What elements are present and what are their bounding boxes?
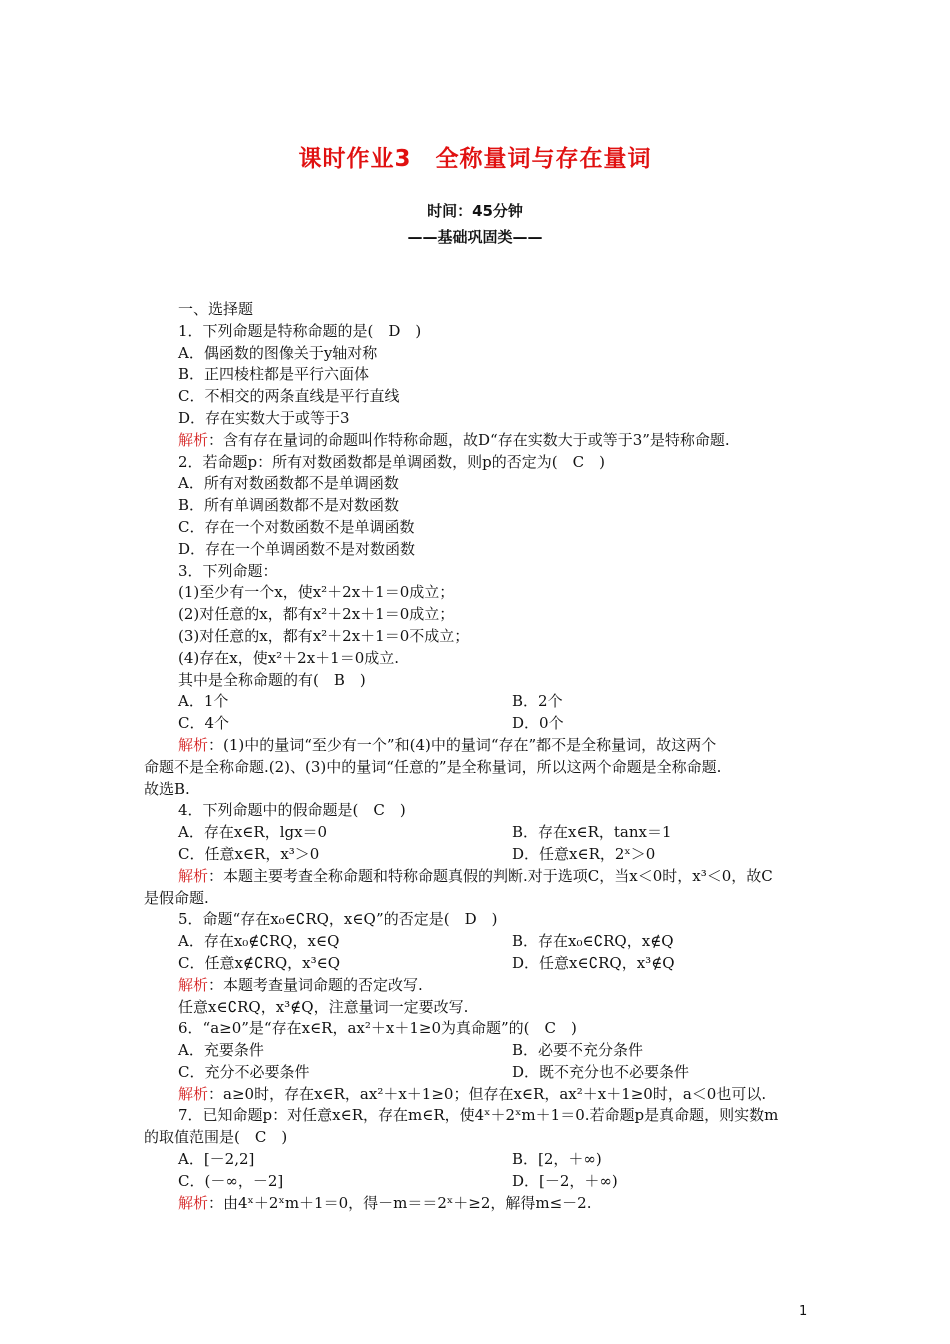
q1-option-b: B．正四棱柱都是平行六面体 xyxy=(178,365,370,384)
q5-option-b: B．存在x₀∈∁RQ，x∉Q xyxy=(512,932,674,951)
q7-solution xyxy=(144,1193,809,1215)
q4-solution xyxy=(144,866,809,888)
section-heading: ——基础巩固类—— xyxy=(407,228,543,246)
q4-options-row-1 xyxy=(144,822,809,844)
solution-text: ：本题考查量词命题的否定改写. xyxy=(208,975,423,994)
q3-option-a: A．1个 xyxy=(178,692,229,711)
q4-options-row-2 xyxy=(144,844,809,866)
q5-solution xyxy=(144,975,809,997)
question-4: 4．下列命题中的假命题是( C ) xyxy=(178,801,406,820)
time-limit: 时间：45分钟 xyxy=(427,202,523,220)
q3-options-row-1 xyxy=(144,691,809,713)
solution-label: 解析 xyxy=(178,430,209,449)
solution-text: ：(1)中的量词“至少有一个”和(4)中的量词“存在”都不是全称量词，故这两个 xyxy=(208,735,717,754)
q3-option-b: B．2个 xyxy=(512,692,563,711)
q5-option-a: A．存在x₀∉∁RQ，x∈Q xyxy=(178,932,340,951)
q3-solution-end: 故选B. xyxy=(144,779,190,798)
q7-option-a: A．[－2,2] xyxy=(178,1150,255,1169)
q1-option-c: C．不相交的两条直线是平行直线 xyxy=(178,387,400,406)
q6-solution xyxy=(144,1084,809,1106)
q5-options-row-2 xyxy=(144,953,809,975)
q3-option-c: C．4个 xyxy=(178,714,230,733)
q6-option-c: C．充分不必要条件 xyxy=(178,1062,310,1081)
question-3: 3．下列命题： xyxy=(178,561,278,580)
q3-item-1: (1)至少有一个x，使x²＋2x＋1＝0成立； xyxy=(178,583,455,602)
q5-solution-cont: 任意x∈∁RQ，x³∉Q，注意量词一定要改写. xyxy=(178,997,469,1016)
q5-options-row-1 xyxy=(144,931,809,953)
q6-options-row-2 xyxy=(144,1062,809,1084)
page-title: 课时作业3 全称量词与存在量词 xyxy=(298,146,652,172)
q2-option-c: C．存在一个对数函数不是单调函数 xyxy=(178,517,415,536)
q4-solution-cont: 是假命题. xyxy=(144,888,209,907)
q7-option-c: C．(－∞，－2] xyxy=(178,1171,284,1190)
question-2: 2．若命题p：所有对数函数都是单调函数，则p的否定为( C ) xyxy=(178,452,605,471)
q7-option-b: B．[2，＋∞) xyxy=(512,1150,602,1169)
q4-option-c: C．任意x∈R，x³＞0 xyxy=(178,844,320,863)
q3-item-2: (2)对任意的x，都有x²＋2x＋1＝0成立； xyxy=(178,605,455,624)
q3-option-d: D．0个 xyxy=(512,714,564,733)
solution-text: ：本题主要考查全称命题和特称命题真假的判断.对于选项C，当x＜0时，x³＜0，故C xyxy=(208,866,773,885)
solution-text: ：含有存在量词的命题叫作特称命题，故D“存在实数大于或等于3”是特称命题. xyxy=(208,430,730,449)
solution-label: 解析 xyxy=(178,1193,209,1212)
solution-label: 解析 xyxy=(178,866,209,885)
q3-item-3: (3)对任意的x，都有x²＋2x＋1＝0不成立； xyxy=(178,626,470,645)
q2-option-a: A．所有对数函数都不是单调函数 xyxy=(178,474,399,493)
q2-option-b: B．所有单调函数都不是对数函数 xyxy=(178,496,400,515)
q1-option-d: D．存在实数大于或等于3 xyxy=(178,408,350,427)
q4-option-a: A．存在x∈R，lgx＝0 xyxy=(178,823,328,842)
q7-options-row-1 xyxy=(144,1149,809,1171)
q6-option-b: B．必要不充分条件 xyxy=(512,1041,644,1060)
q3-item-4: (4)存在x，使x²＋2x＋1＝0成立. xyxy=(178,648,400,667)
q3-solution-cont: 命题不是全称命题.(2)、(3)中的量词“任意的”是全称量词，所以这两个命题是全称命题. xyxy=(144,757,722,776)
solution-label: 解析 xyxy=(178,975,209,994)
question-5: 5．命题“存在x₀∈∁RQ，x∈Q”的否定是( D ) xyxy=(178,910,498,929)
q4-option-d: D．任意x∈R，2ˣ＞0 xyxy=(512,844,656,863)
question-7-cont: 的取值范围是( C ) xyxy=(144,1128,288,1147)
q1-solution xyxy=(144,430,809,452)
exercise-content xyxy=(144,299,809,1214)
q7-option-d: D．[－2，＋∞) xyxy=(512,1171,618,1190)
question-6: 6．“a≥0”是“存在x∈R，ax²＋x＋1≥0为真命题”的( C ) xyxy=(178,1019,577,1038)
question-1: 1．下列命题是特称命题的是( D ) xyxy=(178,321,422,340)
q3-solution xyxy=(144,735,809,757)
q6-option-d: D．既不充分也不必要条件 xyxy=(512,1062,690,1081)
part-heading: 一、选择题 xyxy=(178,300,254,318)
q6-option-a: A．充要条件 xyxy=(178,1041,264,1060)
q5-option-d: D．任意x∈∁RQ，x³∉Q xyxy=(512,953,675,972)
q5-option-c: C．任意x∉∁RQ，x³∈Q xyxy=(178,953,341,972)
q2-option-d: D．存在一个单调函数不是对数函数 xyxy=(178,539,416,558)
solution-label: 解析 xyxy=(178,735,209,754)
question-7: 7．已知命题p：对任意x∈R，存在m∈R，使4ˣ＋2ˣm＋1＝0.若命题p是真命题，则实数m xyxy=(178,1106,779,1125)
solution-text: ：a≥0时，存在x∈R，ax²＋x＋1≥0；但存在x∈R，ax²＋x＋1≥0时，a＜0也可以. xyxy=(208,1084,767,1103)
solution-text: ：由4ˣ＋2ˣm＋1＝0，得－m＝＝2ˣ＋≥2，解得m≤－2. xyxy=(208,1193,592,1212)
page-number: 1 xyxy=(799,1304,808,1319)
q7-options-row-2 xyxy=(144,1171,809,1193)
q3-prompt: 其中是全称命题的有( B ) xyxy=(178,670,366,689)
q1-option-a: A．偶函数的图像关于y轴对称 xyxy=(178,343,378,362)
q4-option-b: B．存在x∈R，tanx＝1 xyxy=(512,823,672,842)
q3-options-row-2 xyxy=(144,713,809,735)
q6-options-row-1 xyxy=(144,1040,809,1062)
solution-label: 解析 xyxy=(178,1084,209,1103)
